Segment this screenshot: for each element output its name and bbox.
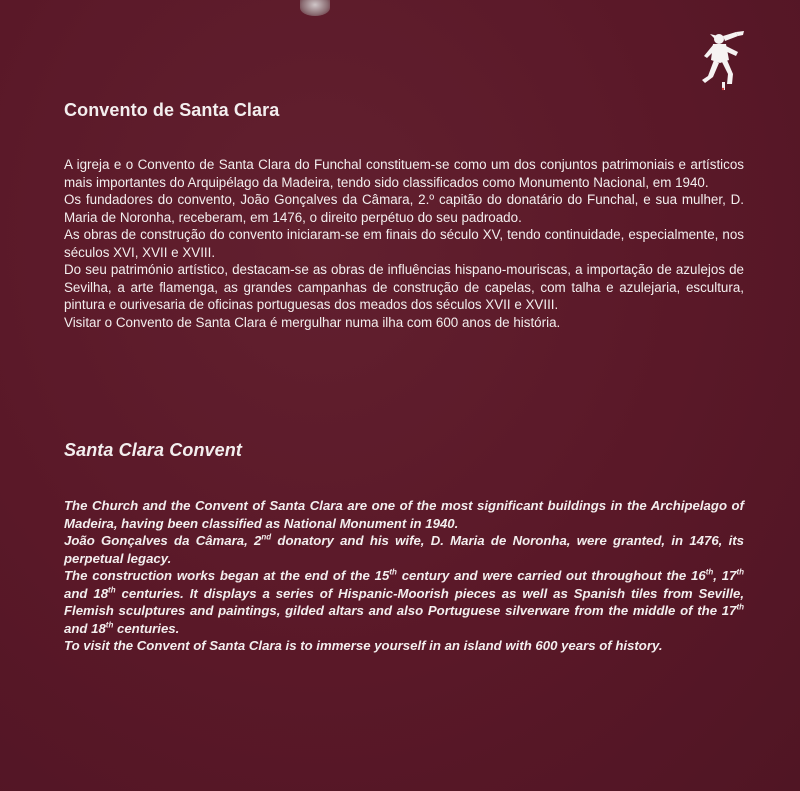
pt-paragraph: A igreja e o Convento de Santa Clara do Funchal constituem-se como um dos conjuntos patrimoniais e artísticos mais importantes do Arquipélago da Madeira, tendo sido classificados como Monumento Nacional, em 1940.	[64, 157, 744, 190]
en-text: centuries.	[113, 620, 180, 636]
en-superscript: th	[389, 567, 397, 577]
en-text: century and were carried out throughout the 16	[396, 568, 706, 583]
dancing-figure-logo-icon	[696, 30, 748, 92]
en-superscript: th	[736, 602, 744, 612]
en-superscript: th	[736, 567, 744, 577]
title-english: Santa Clara Convent	[64, 440, 242, 460]
title-portuguese: Convento de Santa Clara	[64, 100, 280, 120]
pt-paragraph: Do seu património artístico, destacam-se as obras de influências hispano-mouriscas, a importação de azulejos de Sevilha, a arte flamenga, as grandes campanhas de construção de capelas, com talha e azulejaria, escultura, pintura e ourivesaria de oficinas portuguesas dos meados dos séculos XVII e XVIII.	[64, 262, 744, 312]
en-text: centuries. It displays a series of Hispanic-Moorish pieces as well as Spanish tiles from Seville, Flemish sculptures and paintings, gilded altars and also Portuguese silverware from the middle of the 17	[64, 585, 744, 618]
en-superscript: th	[105, 620, 114, 630]
pt-paragraph: As obras de construção do convento iniciaram-se em finais do século XV, tendo continuidade, especialmente, nos séculos XVI, XVII e XVIII.	[64, 227, 744, 260]
en-superscript: th	[108, 585, 116, 595]
en-paragraph	[64, 567, 744, 637]
en-text: donatory and his wife, D. Maria de Noronha, were granted, in 1476, its perpetual legacy.	[64, 533, 744, 566]
en-text: , 17	[713, 568, 737, 583]
body-english	[64, 497, 744, 655]
en-superscript: th	[705, 567, 714, 577]
en-paragraph: The Church and the Convent of Santa Clara are one of the most significant buildings in the Archipelago of Madeira, having been classified as National Monument in 1940.	[64, 498, 744, 531]
en-text: and 18	[64, 585, 109, 601]
pt-paragraph: Os fundadores do convento, João Gonçalves da Câmara, 2.º capitão do donatário do Funchal, e sua mulher, D. Maria de Noronha, receberam, em 1476, o direito perpétuo do seu padroado.	[64, 192, 744, 225]
pt-paragraph: Visitar o Convento de Santa Clara é mergulhar numa ilha com 600 anos de história.	[64, 314, 561, 330]
en-paragraph: To visit the Convent of Santa Clara is to immerse yourself in an island with 600 years of history.	[64, 638, 663, 653]
body-portuguese	[64, 156, 744, 331]
reflection-spot	[300, 0, 330, 16]
en-text: and 18	[64, 620, 106, 636]
en-superscript: nd	[261, 532, 272, 542]
en-text: The construction works began at the end of the 15	[64, 568, 390, 583]
en-paragraph	[64, 532, 744, 567]
en-text: João Gonçalves da Câmara, 2	[64, 533, 262, 548]
